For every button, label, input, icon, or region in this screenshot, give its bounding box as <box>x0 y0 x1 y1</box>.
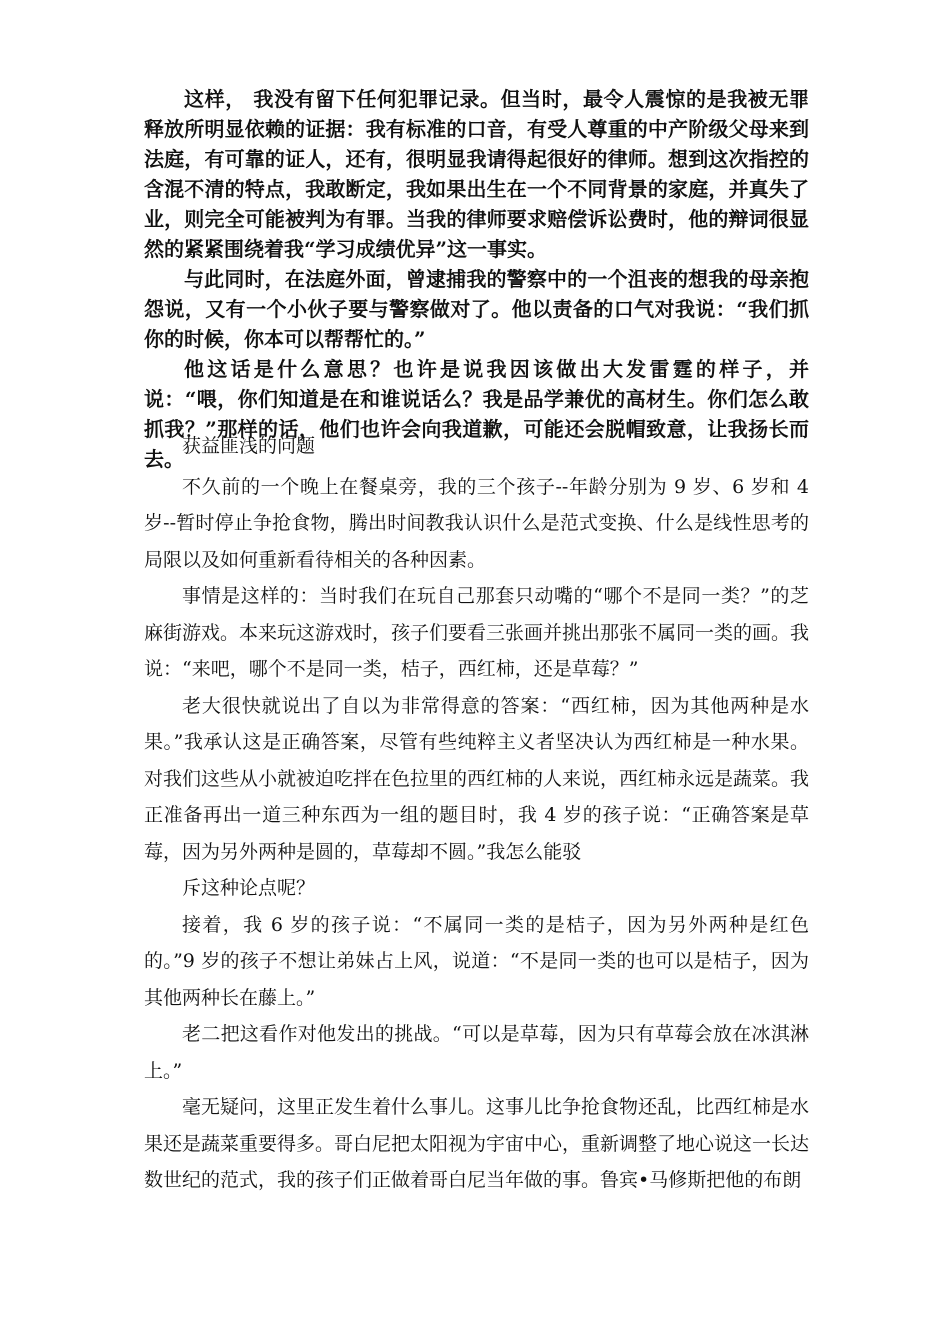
section-questions <box>144 428 809 1199</box>
paragraph: 老二把这看作对他发出的挑战。“可以是草莓，因为只有草莓会放在冰淇淋上。” <box>144 1023 809 1082</box>
paragraph: 接着，我 6 岁的孩子说：“不属同一类的是桔子，因为另外两种是红色的。”9 岁的孩子不想让弟妹占上风，说道：“不是同一类的也可以是桔子，因为其他两种长在藤上。” <box>144 913 809 1009</box>
paragraph: 斥这种论点呢？ <box>182 877 316 899</box>
paragraph: 与此同时，在法庭外面，曾逮捕我的警察中的一个沮丧的想我的母亲抱怨说，又有一个小伙子要与警察做对了。他以责备的口气对我说：“我们抓你的时候，你本可以帮帮忙的。” <box>144 267 809 351</box>
paragraph: 毫无疑问，这里正发生着什么事儿。这事儿比争抢食物还乱，比西红柿是水果还是蔬菜重要得多。哥白尼把太阳视为宇宙中心，重新调整了地心说这一长达数世纪的范式，我的孩子们正做着哥白尼当年做的事。鲁宾•马修斯把他的布朗 <box>144 1096 810 1191</box>
paragraph: 他这话是什么意思？也许是说我因该做出大发雷霆的样子，并说：“喂，你们知道是在和谁说话么？我是品学兼优的高材生。你们怎么敢抓我？”那样的话，他们也许会向我道歉，可能还会脱帽致意，让我扬长而去。 <box>144 357 809 471</box>
paragraph: 老大很快就说出了自以为非常得意的答案：“西红柿，因为其他两种是水果。”我承认这是正确答案，尽管有些纯粹主义者坚决认为西红柿是一种水果。对我们这些从小就被迫吃拌在色拉里的西红柿的人来说，西红柿永远是蔬菜。我正准备再出一道三种东西为一组的题目时，我 4 岁的孩子说：“正确答案是草莓，因为另外两种是圆的，草莓却不圆。”我怎么能驳 <box>144 694 810 863</box>
paragraph: 这样， 我没有留下任何犯罪记录。但当时，最令人震惊的是我被无罪释放所明显依赖的证据：我有标准的口音，有受人尊重的中产阶级父母来到法庭，有可靠的证人，还有，很明显我请得起很好的律师。想到这次指控的含混不清的特点，我敢断定，我如果出生在一个不同背景的家庭，并真失了业，则完全可能被判为有罪。当我的律师要求赔偿诉讼费时，他的辩词很显然的紧紧围绕着我“学习成绩优异”这一事实。 <box>144 87 809 261</box>
section-heading: 获益匪浅的问题 <box>182 435 316 457</box>
section-acquittal <box>144 84 809 474</box>
paragraph: 事情是这样的：当时我们在玩自己那套只动嘴的“哪个不是同一类？”的芝麻街游戏。本来玩这游戏时，孩子们要看三张画并挑出那张不属同一类的画。我说：“来吧，哪个不是同一类，桔子，西红柿，还是草莓？” <box>144 585 810 680</box>
paragraph: 不久前的一个晚上在餐桌旁，我的三个孩子--年龄分别为 9 岁、6 岁和 4 岁--暂时停止争抢食物，腾出时间教我认识什么是范式变换、什么是线性思考的局限以及如何重新看待相关的各种因素。 <box>144 475 809 571</box>
